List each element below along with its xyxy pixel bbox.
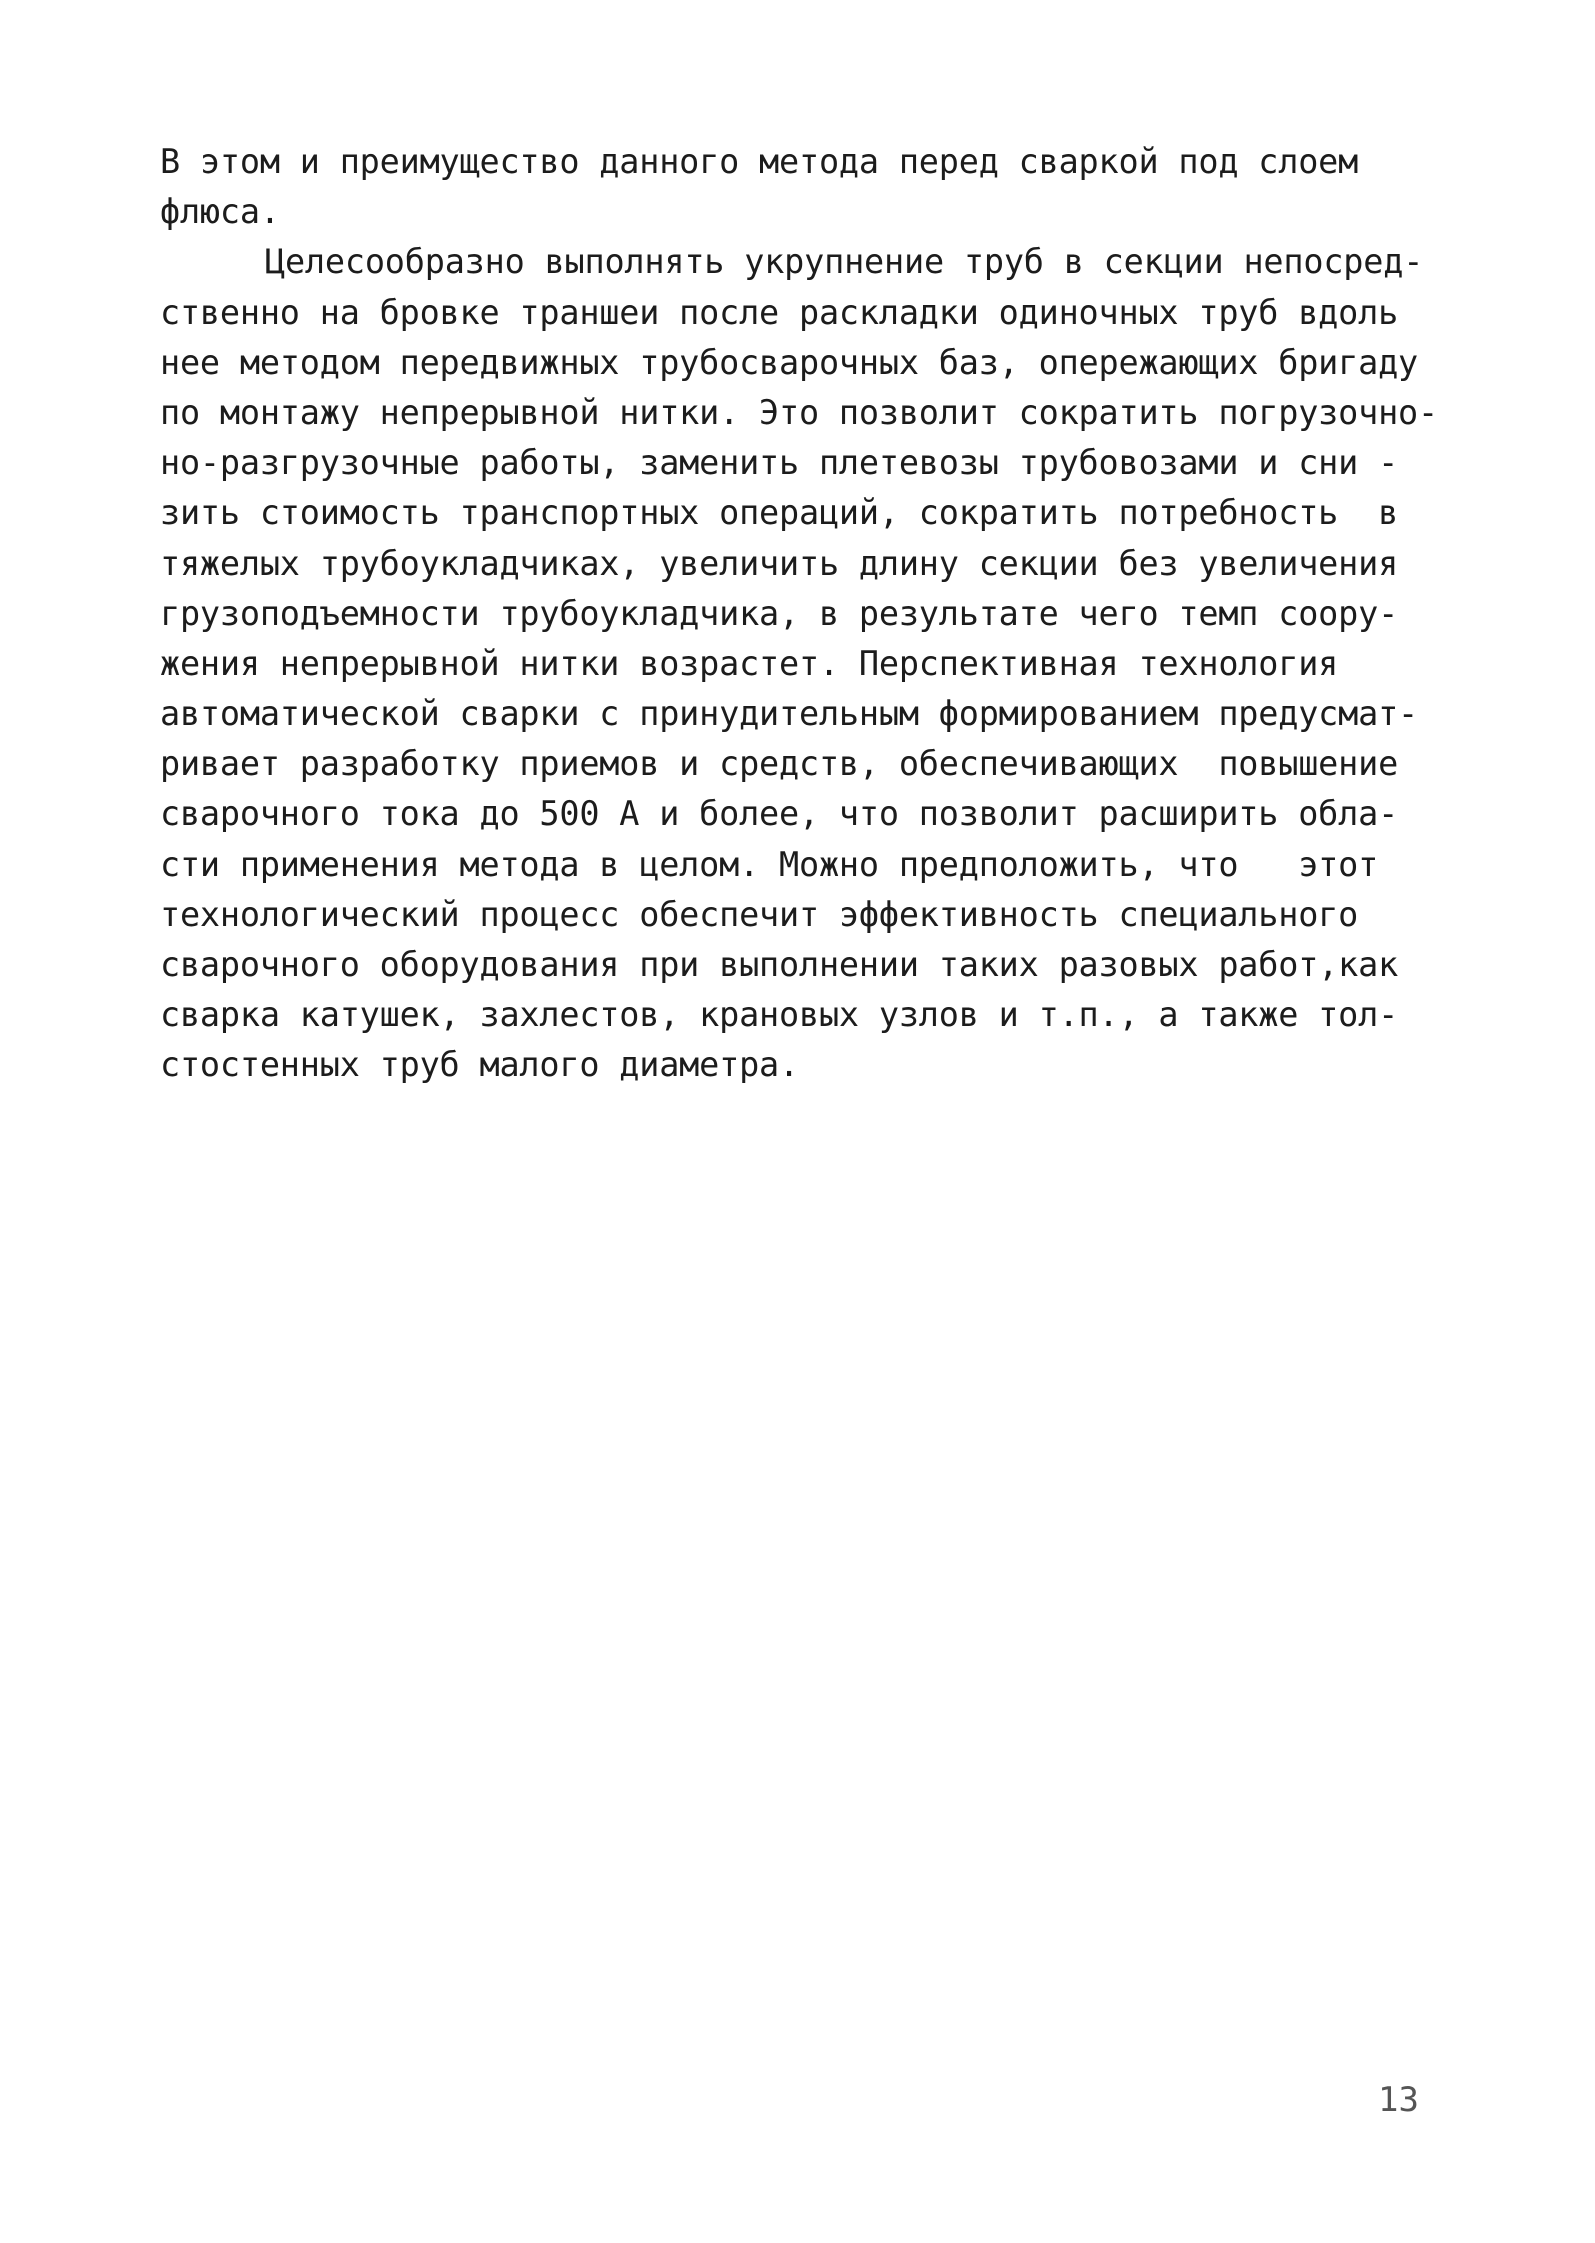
text-line: технологический процесс обеспечит эффективность специального bbox=[160, 894, 1359, 934]
text-line: ственно на бровке траншеи после раскладки одиночных труб вдоль bbox=[160, 292, 1399, 332]
text-line: по монтажу непрерывной нитки. Это позволит сократить погрузочно- bbox=[160, 392, 1438, 432]
text-line: сварка катушек, захлестов, крановых узлов и т.п., а также тол- bbox=[160, 995, 1399, 1035]
text-line: жения непрерывной нитки возрастет. Перспективная технология bbox=[160, 643, 1339, 683]
text-line: зить стоимость транспортных операций, сократить потребность в bbox=[160, 493, 1399, 533]
text-line: сти применения метода в целом. Можно предположить, что этот bbox=[160, 844, 1379, 884]
text-line: флюса. bbox=[160, 192, 280, 232]
text-line: стостенных труб малого диаметра. bbox=[160, 1045, 799, 1085]
text-line: но-разгрузочные работы, заменить плетевозы трубовозами и сни - bbox=[160, 443, 1399, 483]
body-text bbox=[160, 137, 1460, 1091]
text-line: сварочного тока до 500 А и более, что позволит расширить обла- bbox=[160, 794, 1399, 834]
text-line: грузоподъемности трубоукладчика, в результате чего темп соору- bbox=[160, 593, 1399, 633]
text-line: ривает разработку приемов и средств, обеспечивающих повышение bbox=[160, 744, 1399, 784]
page-number: 13 bbox=[1378, 2080, 1419, 2120]
text-line: автоматической сварки с принудительным формированием предусмат- bbox=[160, 694, 1419, 734]
text-line: нее методом передвижных трубосварочных баз, опережающих бригаду bbox=[160, 342, 1419, 382]
text-line: сварочного оборудования при выполнении таких разовых работ,как bbox=[160, 945, 1399, 984]
text-line: тяжелых трубоукладчиках, увеличить длину секции без увеличения bbox=[160, 543, 1399, 583]
text-line: Целесообразно выполнять укрупнение труб в секции непосред- bbox=[265, 242, 1424, 282]
text-line: В этом и преимущество данного метода перед сваркой под слоем bbox=[160, 142, 1359, 181]
